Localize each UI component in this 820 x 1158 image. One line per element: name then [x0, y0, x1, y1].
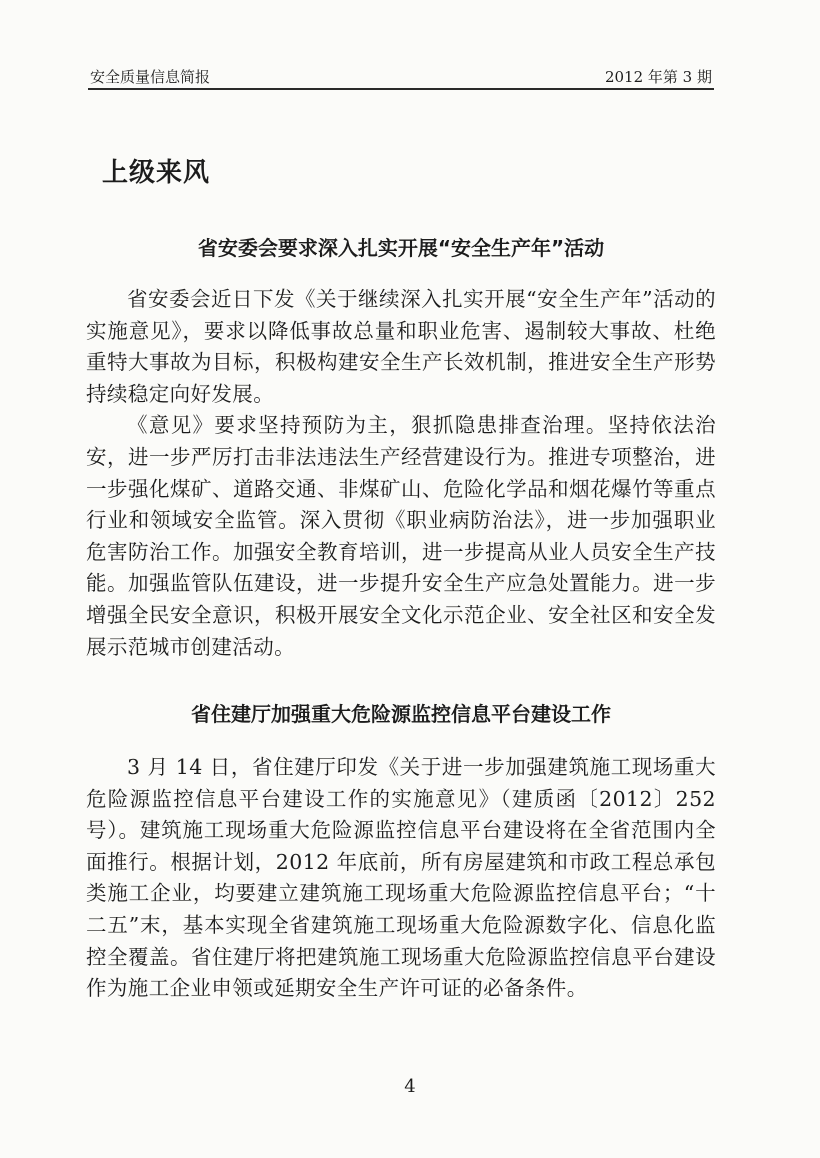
publication-name: 安全质量信息简报	[90, 68, 211, 86]
page-header	[88, 60, 714, 90]
paragraph: 省安委会近日下发《关于继续深入扎实开展“安全生产年”活动的实施意见》，要求以降低事故总量和职业危害、遏制较大事故、杜绝重特大事故为目标，积极构建安全生产长效机制，推进安全生产形势持续稳定向好发展。	[86, 287, 716, 406]
article-title: 省安委会要求深入扎实开展“安全生产年”活动	[197, 236, 605, 260]
paragraph: 3 月 14 日，省住建厅印发《关于进一步加强建筑施工现场重大危险源监控信息平台建设工作的实施意见》（建质函〔2012〕252 号）。建筑施工现场重大危险源监控信息平台建设将在全省范围内全面推行。根据计划，2012 年底前，所有房屋建筑和市政工程总承包类施工企业，均要建立建筑施工现场重大危险源监控信息平台；“十二五”末，基本实现全省建筑施工现场重大危险源数字化、信息化监控全覆盖。省住建厅将把建筑施工现场重大危险源监控信息平台建设作为施工企业申领或延期安全生产许可证的必备条件。	[86, 755, 716, 1001]
section-heading: 上级来风	[102, 158, 211, 188]
issue-number: 2012 年第 3 期	[604, 68, 712, 86]
page-number: 4	[404, 1076, 416, 1097]
article-title: 省住建厅加强重大危险源监控信息平台建设工作	[191, 702, 611, 726]
paragraph: 《意见》要求坚持预防为主，狠抓隐患排查治理。坚持依法治安，进一步严厉打击非法违法生产经营建设行为。推进专项整治，进一步强化煤矿、道路交通、非煤矿山、危险化学品和烟花爆竹等重点行业和领域安全监管。深入贯彻《职业病防治法》，进一步加强职业危害防治工作。加强安全教育培训，进一步提高从业人员安全生产技能。加强监管队伍建设，进一步提升安全生产应急处置能力。进一步增强全民安全意识，积极开展安全文化示范企业、安全社区和安全发展示范城市创建活动。	[86, 413, 716, 659]
article-body	[86, 752, 716, 1005]
article-body	[86, 284, 716, 663]
